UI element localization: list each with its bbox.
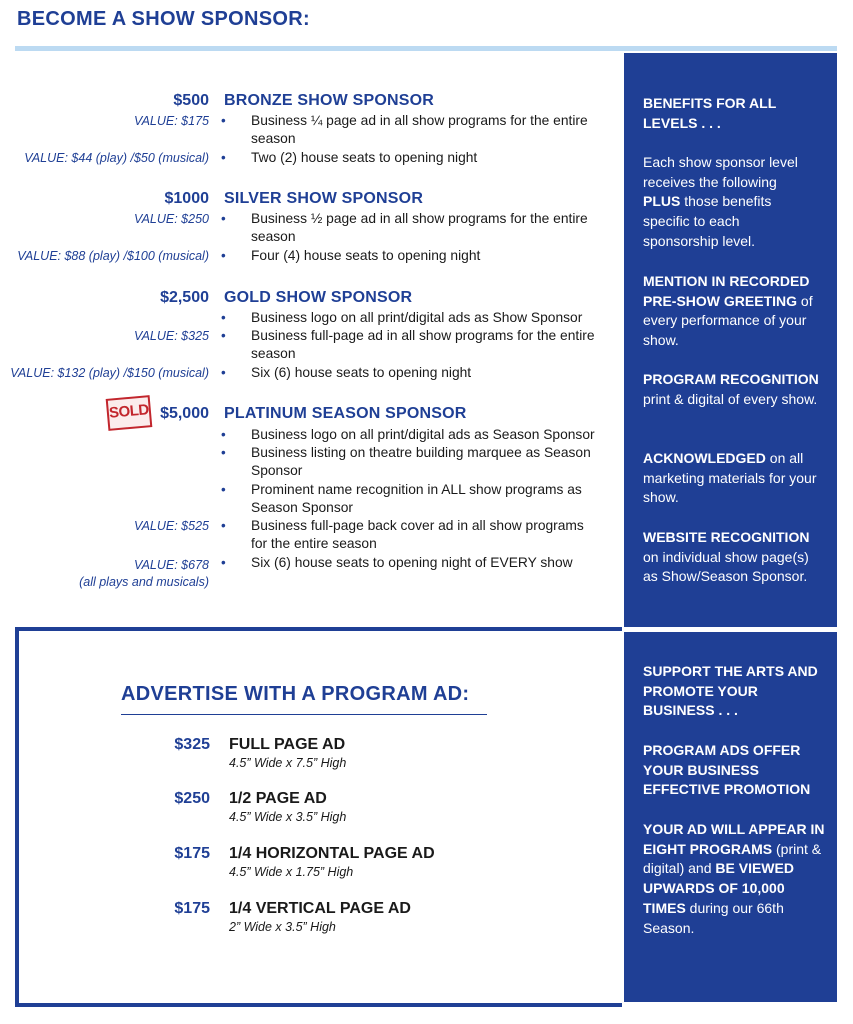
benefits-intro: Each show sponsor level receives the following PLUS those benefits specific to each sponsorship level.	[643, 154, 798, 249]
bullet-marker: •	[221, 211, 226, 226]
bullet-marker: •	[221, 482, 226, 497]
bullet-marker: •	[221, 248, 226, 263]
tier-value: VALUE: $88 (play) /$100 (musical)	[17, 249, 209, 263]
benefits-heading: BENEFITS FOR ALL LEVELS . . .	[643, 95, 776, 131]
tier-value-note: (all plays and musicals)	[79, 575, 209, 589]
benefit-acknowledged: ACKNOWLEDGED on all marketing materials for your show.	[643, 450, 817, 506]
tier-bullet: Business full-page ad in all show programs for the entire season	[251, 328, 595, 361]
support-heading: SUPPORT THE ARTS AND PROMOTE YOUR BUSINESS . . .	[643, 663, 818, 719]
tier-value: VALUE: $250	[133, 212, 209, 226]
benefit-website: WEBSITE RECOGNITION on individual show page(s) as Show/Season Sponsor.	[643, 529, 810, 585]
tier-bullet: Business logo on all print/digital ads as Season Sponsor	[251, 427, 595, 442]
ad-price: $175	[174, 900, 210, 917]
tier-name: SILVER SHOW SPONSOR	[224, 190, 424, 207]
sold-stamp: SOLD	[106, 395, 153, 431]
bullet-marker: •	[221, 518, 226, 533]
tier-name: BRONZE SHOW SPONSOR	[224, 92, 435, 109]
ad-price: $325	[174, 736, 210, 753]
tier-price: $1000	[164, 190, 209, 207]
bullet-marker: •	[221, 113, 226, 128]
tier-bullet: Business listing on theatre building marquee as Season Sponsor	[251, 445, 591, 478]
ad-dimensions: 4.5” Wide x 1.75” High	[229, 865, 354, 879]
tier-bullet: Business ¼ page ad in all show programs for the entire season	[251, 113, 588, 146]
ad-name: 1/4 HORIZONTAL PAGE AD	[229, 845, 435, 862]
bullet-marker: •	[221, 310, 226, 325]
tier-value: VALUE: $678	[133, 558, 209, 572]
page-title: BECOME A SHOW SPONSOR:	[17, 8, 310, 30]
tier-value: VALUE: $175	[133, 114, 209, 128]
ad-price: $250	[174, 790, 210, 807]
tier-value: VALUE: $325	[133, 329, 209, 343]
ad-name: 1/4 VERTICAL PAGE AD	[229, 900, 411, 917]
tier-bullet: Business full-page back cover ad in all show programs for the entire season	[251, 518, 584, 551]
bullet-marker: •	[221, 555, 226, 570]
tier-value: VALUE: $132 (play) /$150 (musical)	[10, 366, 209, 380]
tier-name: PLATINUM SEASON SPONSOR	[224, 405, 467, 422]
tier-price: $500	[173, 92, 209, 109]
benefit-mention: MENTION IN RECORDED PRE-SHOW GREETING of every performance of your show.	[643, 273, 813, 349]
ad-heading-underline	[121, 714, 487, 715]
support-panel	[624, 632, 837, 1002]
tier-value: VALUE: $525	[133, 519, 209, 533]
tier-price: $5,000	[160, 405, 209, 422]
tier-bullet: Prominent name recognition in ALL show programs as Season Sponsor	[251, 482, 582, 515]
tier-bullet: Two (2) house seats to opening night	[251, 150, 478, 165]
tier-price: $2,500	[160, 289, 209, 306]
tier-name: GOLD SHOW SPONSOR	[224, 289, 413, 306]
support-reach: YOUR AD WILL APPEAR IN EIGHT PROGRAMS (print & digital) and BE VIEWED UPWARDS OF 10,000 TIMES during our 66th Season.	[643, 821, 825, 936]
ad-section-heading: ADVERTISE WITH A PROGRAM AD:	[121, 683, 470, 705]
ad-dimensions: 4.5” Wide x 3.5” High	[229, 810, 347, 824]
ad-dimensions: 4.5” Wide x 7.5” High	[229, 756, 347, 770]
tier-bullet: Business ½ page ad in all show programs for the entire season	[251, 211, 588, 244]
ad-name: 1/2 PAGE AD	[229, 790, 327, 807]
bullet-marker: •	[221, 365, 226, 380]
ad-dimensions: 2” Wide x 3.5” High	[229, 920, 336, 934]
title-divider	[15, 46, 837, 51]
tier-value: VALUE: $44 (play) /$50 (musical)	[24, 151, 209, 165]
tier-bullet: Six (6) house seats to opening night of EVERY show	[251, 555, 573, 570]
benefits-panel	[624, 53, 837, 627]
tier-bullet: Business logo on all print/digital ads as Show Sponsor	[251, 310, 583, 325]
ad-name: FULL PAGE AD	[229, 736, 346, 753]
benefit-program: PROGRAM RECOGNITION print & digital of every show.	[643, 371, 819, 407]
tier-bullet: Six (6) house seats to opening night	[251, 365, 472, 380]
support-offer: PROGRAM ADS OFFER YOUR BUSINESS EFFECTIVE PROMOTION	[643, 742, 811, 798]
ad-price: $175	[174, 845, 210, 862]
bullet-marker: •	[221, 150, 226, 165]
bullet-marker: •	[221, 427, 226, 442]
bullet-marker: •	[221, 445, 226, 460]
bullet-marker: •	[221, 328, 226, 343]
tier-bullet: Four (4) house seats to opening night	[251, 248, 481, 263]
